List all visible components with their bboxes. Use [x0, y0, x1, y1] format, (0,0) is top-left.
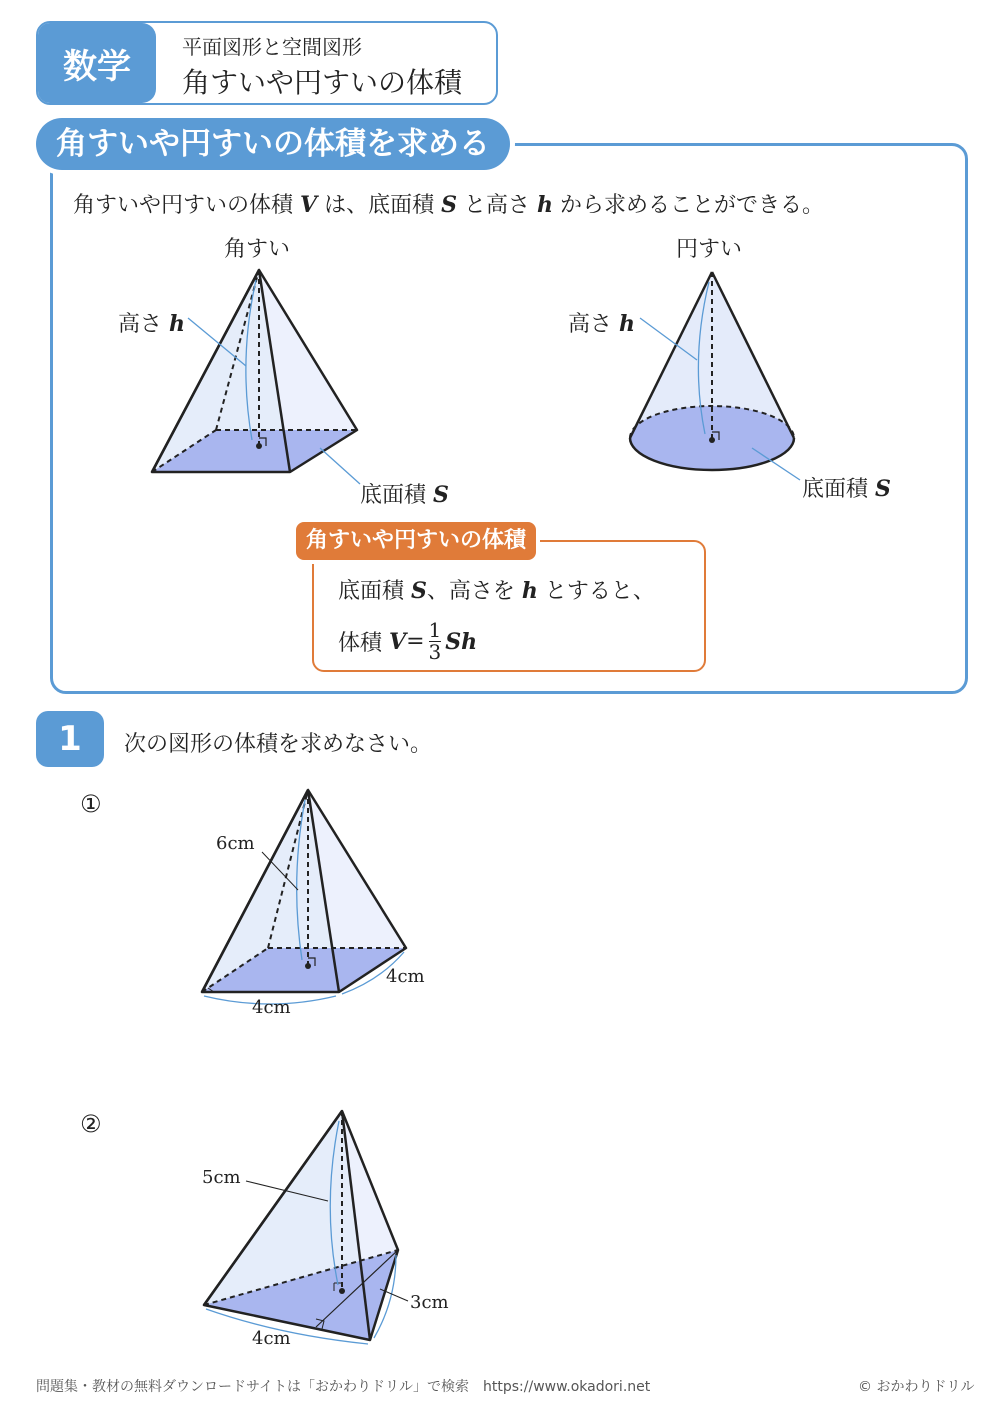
pyramid-figure — [152, 270, 360, 484]
pyramid-height-label: 高さ h — [118, 311, 186, 337]
one-third-fraction: $\frac{1}{3}$ — [428, 618, 442, 664]
cone-height-label: 高さ h — [568, 311, 636, 337]
cone-base-label: 底面積 S — [802, 476, 891, 502]
var-h: h — [537, 192, 554, 218]
pyramid-base-label: 底面積 S — [360, 482, 449, 508]
item-1-base-depth: 4cm — [386, 966, 425, 987]
section-title: 角すいや円すいの体積を求める — [36, 118, 510, 170]
item-1-height: 6cm — [216, 833, 255, 854]
footer-site-note: 問題集・教材の無料ダウンロードサイトは「おかわりドリル」で検索 https://www.okadori.net — [36, 1379, 651, 1395]
item-2-height: 5cm — [202, 1167, 241, 1188]
cone-figure — [630, 272, 800, 480]
intro-text: 角すいや円すいの体積 V は、底面積 S と高さ h から求めることができる。 — [73, 192, 825, 218]
worksheet-title: 角すいや円すいの体積 — [182, 66, 463, 99]
cone-label: 円すい — [676, 237, 743, 262]
square-pyramid-figure — [0, 770, 500, 1030]
item-2-number: ② — [80, 1110, 102, 1138]
item-2-base-depth: 3cm — [410, 1292, 449, 1313]
var-v: V — [300, 192, 318, 218]
subject-tag: 数学 — [38, 23, 156, 103]
item-1-base-width: 4cm — [252, 997, 291, 1018]
footer-copyright: © おかわりドリル — [858, 1379, 975, 1395]
triangular-pyramid-figure — [0, 1095, 500, 1355]
volume-formula: 体積 V = $\frac{1}{3}$ Sh — [338, 618, 478, 664]
question-text: 次の図形の体積を求めなさい。 — [124, 732, 433, 757]
var-s: S — [441, 192, 457, 218]
unit-label: 平面図形と空間図形 — [182, 35, 362, 59]
item-2-base-width: 4cm — [252, 1328, 291, 1349]
item-1-number: ① — [80, 790, 102, 818]
formula-condition: 底面積 S、高さを h とすると、 — [338, 578, 655, 604]
formula-title: 角すいや円すいの体積 — [296, 522, 536, 560]
question-number: 1 — [36, 711, 104, 767]
pyramid-label: 角すい — [224, 237, 291, 262]
